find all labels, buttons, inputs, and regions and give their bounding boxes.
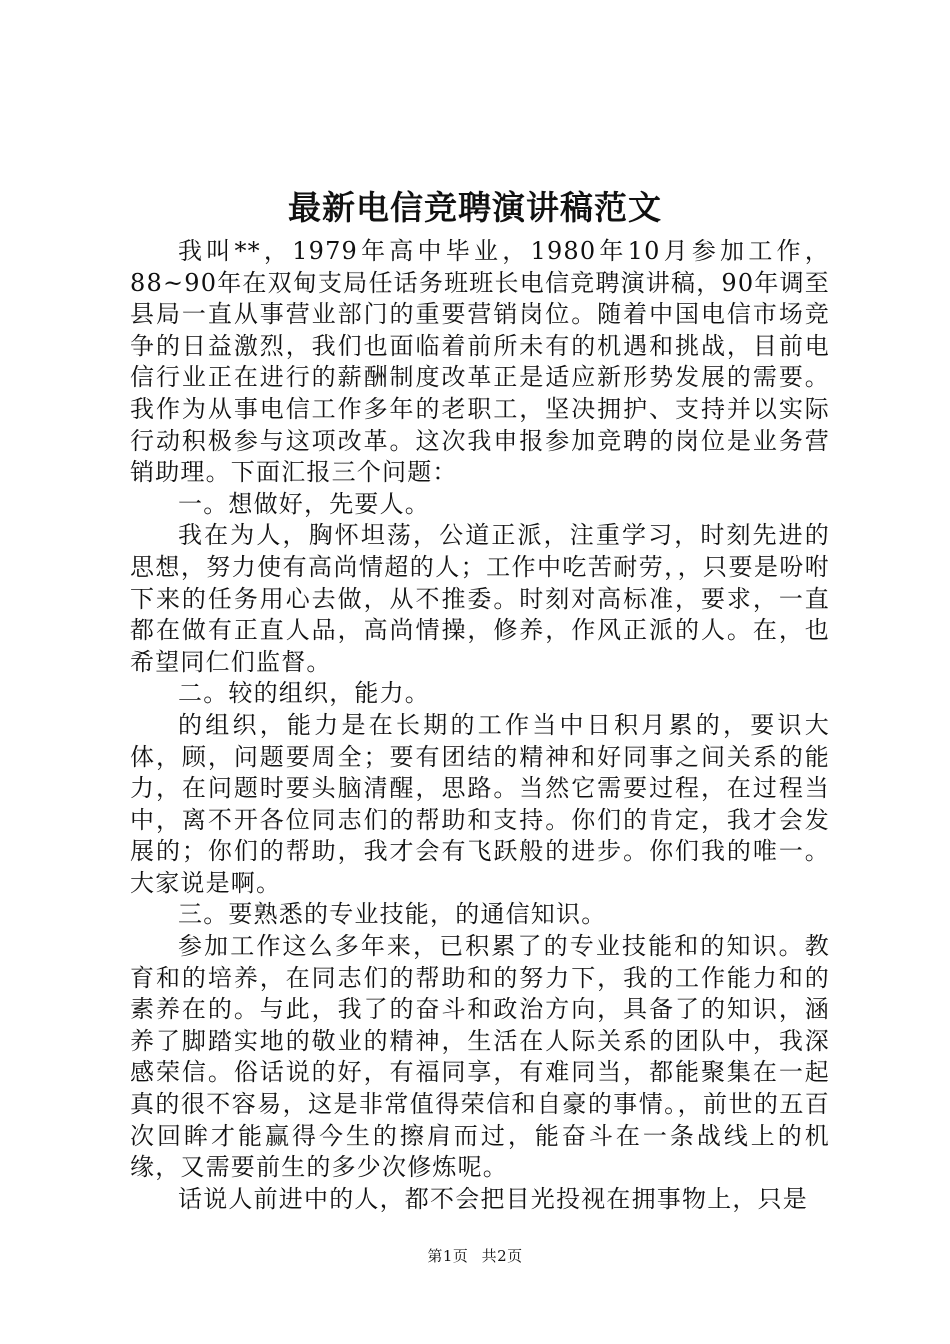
page-footer — [0, 1246, 950, 1266]
paragraph: 参加工作这么多年来，已积累了的专业技能和的知识。教育和的培养，在同志们的帮助和的努力下，我的工作能力和的素养在的。与此，我了的奋斗和政治方向，具备了的知识，涵养了脚踏实地的敬业的精神，生活在人际关系的团队中，我深感荣信。俗话说的好，有福同享，有难同当，都能聚集在一起真的很不容易，这是非常值得荣信和自豪的事情。，前世的五百次回眸才能赢得今生的擦肩而过，能奋斗在一条战线上的机缘，又需要前生的多少次修炼呢。 — [130, 932, 830, 1182]
document-body — [130, 236, 830, 1215]
page-total: 共2页 — [481, 1247, 523, 1265]
section-heading: 一。想做好，先要人。 — [178, 489, 430, 518]
section-heading: 二。较的组织，能力。 — [178, 679, 430, 708]
section-heading: 三。要熟悉的专业技能，的通信知识。 — [178, 900, 607, 929]
document-title: 最新电信竞聘演讲稿范文 — [288, 188, 662, 227]
paragraph: 的组织，能力是在长期的工作当中日积月累的，要识大体，顾，问题要周全；要有团结的精神和好同事之间关系的能力，在问题时要头脑清醒，思路。当然它需要过程，在过程当中，离不开各位同志们的帮助和支持。你们的肯定，我才会发展的；你们的帮助，我才会有飞跃般的进步。你们我的唯一。大家说是啊。 — [130, 710, 830, 897]
paragraph: 我在为人，胸怀坦荡，公道正派，注重学习，时刻先进的思想，努力使有高尚情超的人；工作中吃苦耐劳，，只要是吩咐下来的任务用心去做，从不推委。时刻对高标准，要求，一直都在做有正直人品，高尚情操，修养，作风正派的人。在，也希望同仁们监督。 — [130, 521, 830, 676]
paragraph: 我叫**，1979年高中毕业，1980年10月参加工作，88~90年在双甸支局任话务班班长电信竞聘演讲稿，90年调至县局一直从事营业部门的重要营销岗位。随着中国电信市场竞争的日益激烈，我们也面临着前所未有的机遇和挑战，目前电信行业正在进行的薪酬制度改革正是适应新形势发展的需要。我作为从事电信工作多年的老职工，坚决拥护、支持并以实际行动积极参与这项改革。这次我申报参加竞聘的岗位是业务营销助理。下面汇报三个问题： — [130, 237, 830, 487]
page-number: 第1页 — [427, 1247, 469, 1265]
paragraph: 话说人前进中的人，都不会把目光投视在拥事物上，只是 — [178, 1184, 808, 1213]
